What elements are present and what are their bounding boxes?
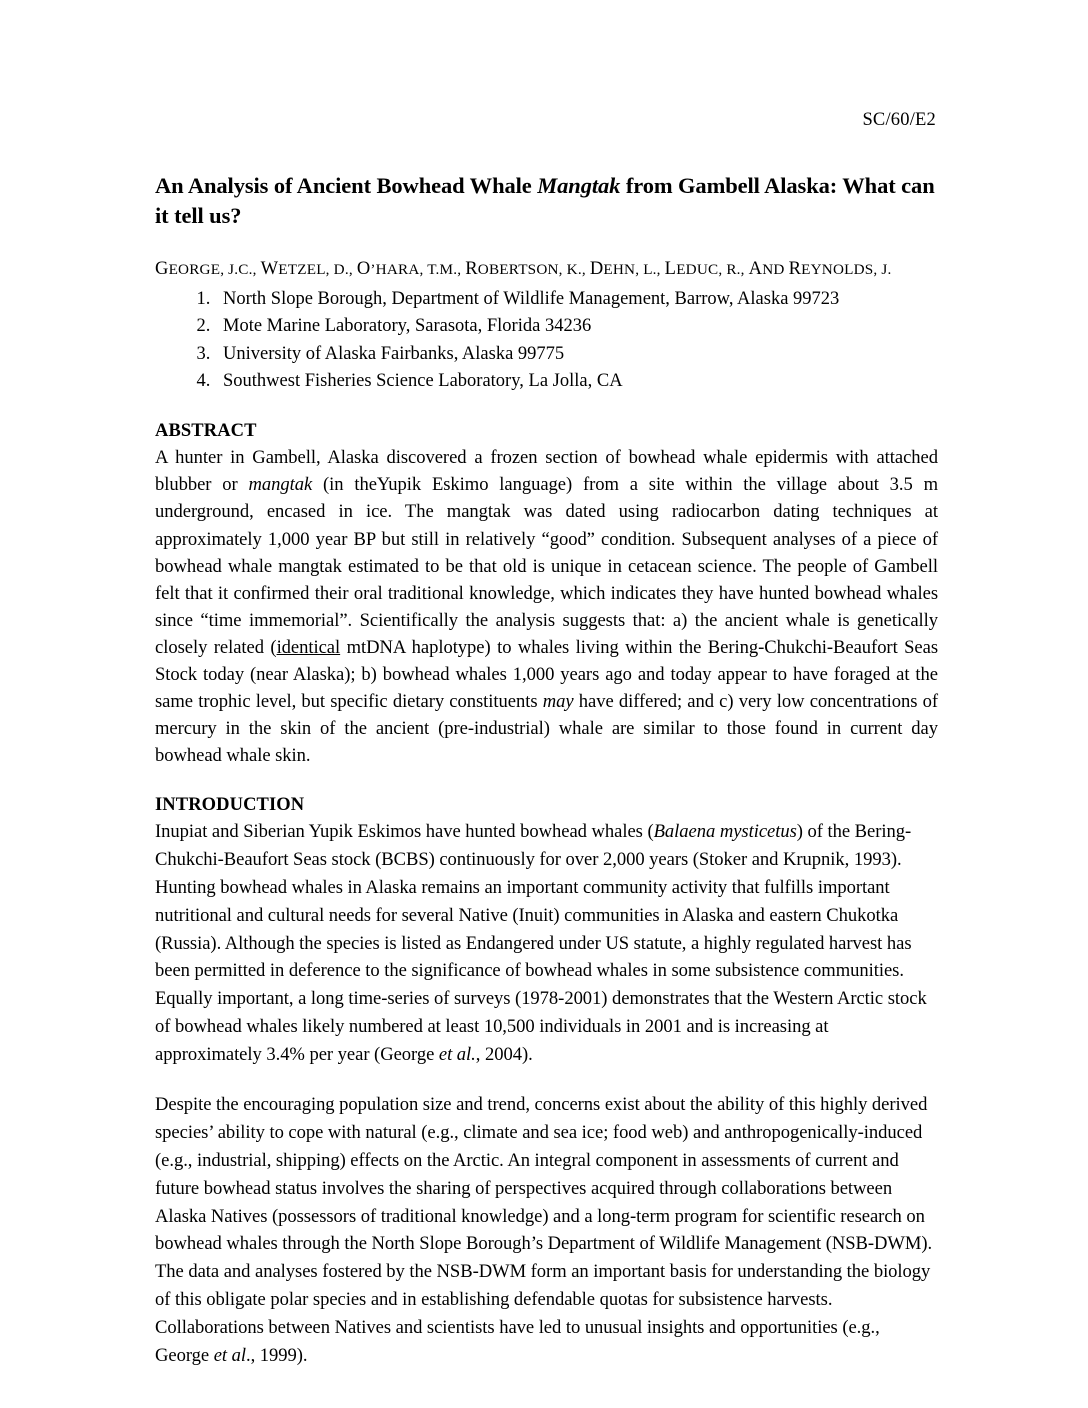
introduction-paragraph-2: Despite the encouraging population size and trend, concerns exist about the ability of this highly derived species’ ability to cope with natural (e.g., climate and sea ice; food web) and anthropogenically-induced (e.g., industrial, shipping) effects on the Arctic. An integral component in assessments of current and future bowhead status involves the sharing of perspectives acquired through collaborations between Alaska Natives (possessors of traditional knowledge) and a long-term program for scientific research on bowhead whales through the North Slope Borough’s Department of Wildlife Management (NSB-DWM). The data and analyses fostered by the NSB-DWM form an important basis for understanding the biology of this obligate polar species and in establishing defendable quotas for subsistence harvests. Collaborations between Natives and scientists have led to unusual insights and opportunities (e.g., George et al., 1999). [155, 1093, 933, 1366]
title-part-1: An Analysis of Ancient Bowhead Whale [155, 173, 538, 198]
introduction-heading: INTRODUCTION [155, 794, 305, 815]
introduction-paragraph-1: Inupiat and Siberian Yupik Eskimos have hunted bowhead whales (Balaena mysticetus) of the Bering-Chukchi-Beaufort Seas stock (BCBS) continuously for over 2,000 years (Stoker and Krupnik, 1993). Hunting bowhead whales in Alaska remains an important community activity that fulfills important nutritional and cultural needs for several Native (Inuit) communities in Alaska and eastern Chukotka (Russia). Although the species is listed as Endangered under US statute, a highly regulated harvest has been permitted in deference to the significance of bowhead whales in some subsistence communities. Equally important, a long time-series of surveys (1978-2001) demonstrates that the Western Arctic stock of bowhead whales likely numbered at least 10,500 individuals in 2001 and is increasing at approximately 3.4% per year (George et al., 2004). [155, 820, 927, 1066]
list-item: 4. Southwest Fisheries Science Laboratory, La Jolla, CA [215, 368, 938, 395]
affiliation-list [155, 286, 938, 396]
document-id: SC/60/E2 [862, 110, 936, 130]
list-item: 2. Mote Marine Laboratory, Sarasota, Florida 34236 [215, 313, 938, 340]
title-part-2: from Gambell Alaska: What can it tell us? [155, 173, 935, 229]
author-list-text: GEORGE, J.C., WETZEL, D., O’HARA, T.M., ROBERTSON, K., DEHN, L., LEDUC, R., AND REYNOLDS, J. [155, 259, 892, 280]
abstract-text: A hunter in Gambell, Alaska discovered a frozen section of bowhead whale epidermis with attached blubber or mangtak (in theYupik Eskimo language) from a site within the village about 3.5 m underground, encased in ice. The mangtak was dated using radiocarbon dating techniques at approximately 1,000 year BP but still in relatively “good” condition. Subsequent analyses of a piece of bowhead whale mangtak estimated to be that old is unique in cetacean science. The people of Gambell felt that it confirmed their oral traditional knowledge, which indicates they have hunted bowhead whales since “time immemorial”. Scientifically the analysis suggests that: a) the ancient whale is genetically closely related (identical mtDNA haplotype) to whales living within the Bering-Chukchi-Beaufort Seas Stock today (near Alaska); b) bowhead whales 1,000 years ago and today appear to have foraged at the same trophic level, but specific dietary constituents may have differed; and c) very low concentrations of mercury in the skin of the ancient (pre-industrial) whale are similar to those found in current day bowhead whale skin. [155, 447, 939, 766]
author-list [155, 257, 938, 282]
title-italic-term: Mangtak [537, 173, 621, 198]
page-title [155, 171, 938, 231]
abstract-heading: ABSTRACT [155, 421, 257, 442]
list-item: 3. University of Alaska Fairbanks, Alaska 99775 [215, 341, 938, 368]
list-item: 1. North Slope Borough, Department of Wildlife Management, Barrow, Alaska 99723 [215, 286, 938, 313]
